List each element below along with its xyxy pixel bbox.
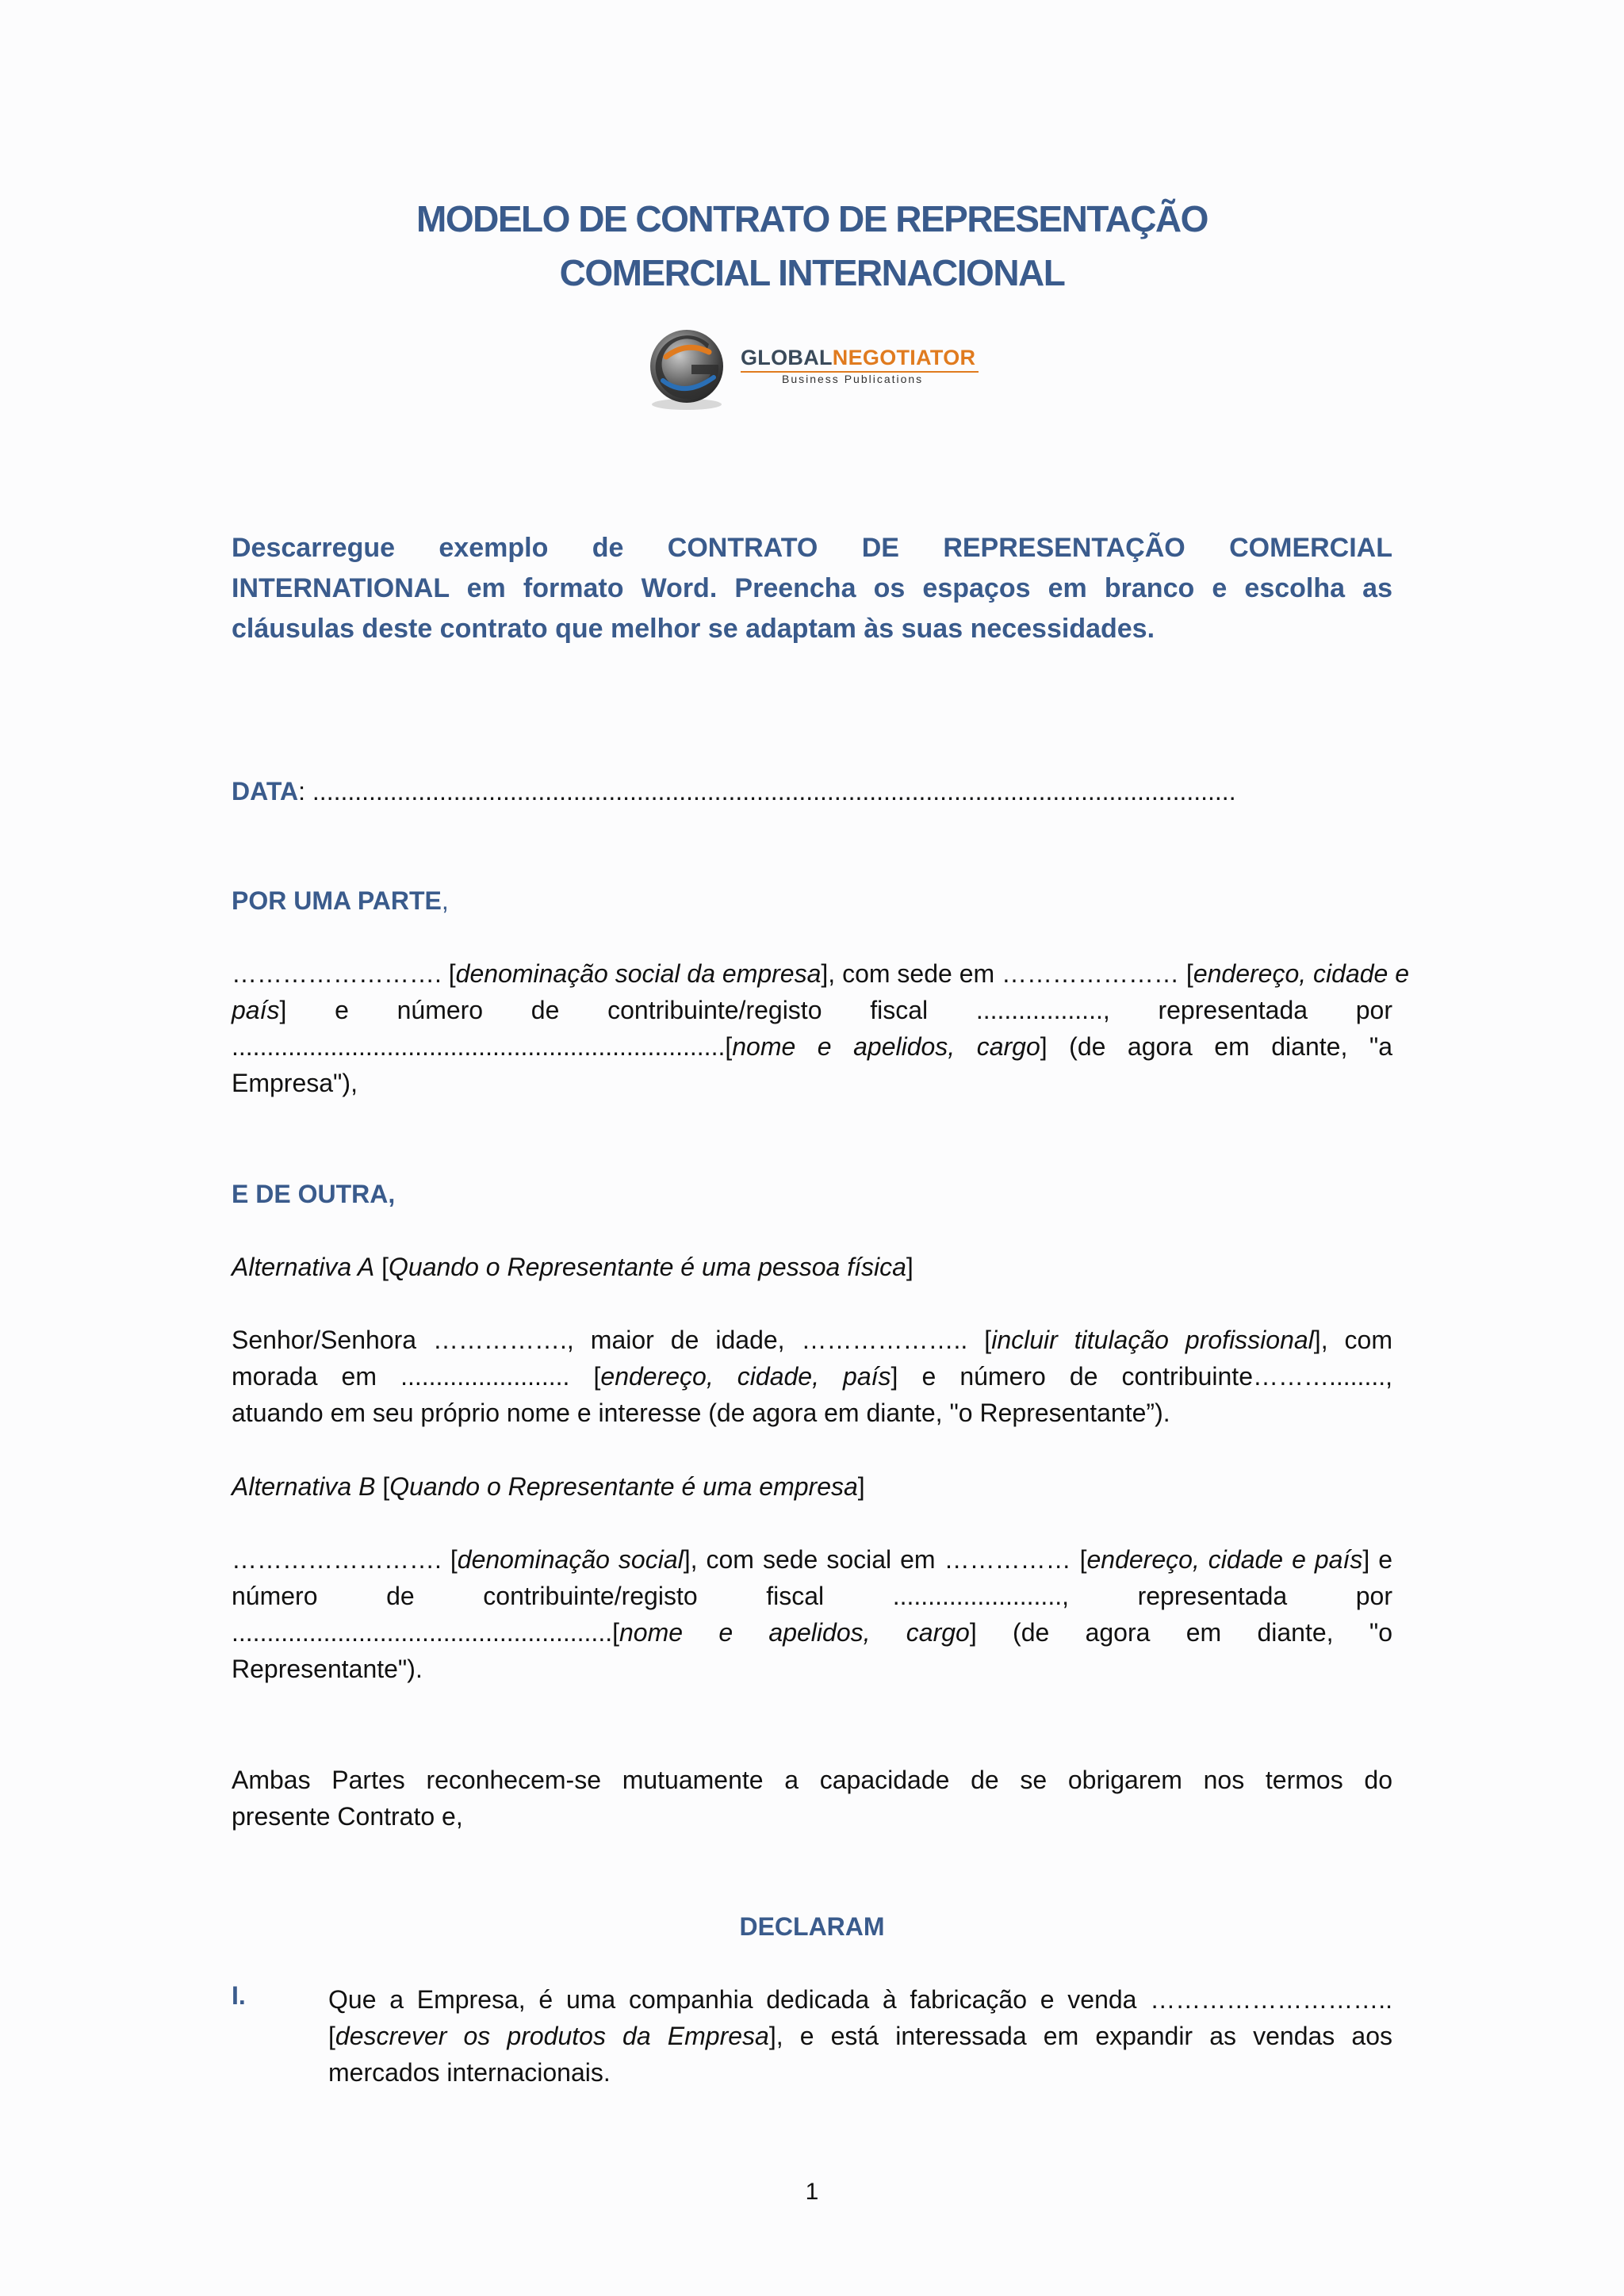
- party-one-line-4: Empresa"),: [232, 1069, 358, 1097]
- logo-brand-name: [741, 346, 975, 370]
- declaration-line-3: mercados internacionais.: [328, 2058, 611, 2087]
- declaration-item-body: [328, 1981, 1392, 2091]
- document-title-line-1: MODELO DE CONTRATO DE REPRESENTAÇÃO: [416, 198, 1208, 239]
- page-number: 1: [805, 2179, 819, 2205]
- party-two-heading-text: E DE OUTRA,: [232, 1180, 396, 1208]
- party-one-heading-text: POR UMA PARTE: [232, 886, 442, 915]
- alt-a-line-1: Senhor/Senhora ……………., maior de idade, ……………….. [incluir titulação profissional], com: [232, 1326, 1393, 1354]
- alt-b-line-4: Representante").: [232, 1655, 423, 1683]
- intro-line-2: INTERNATIONAL em formato Word. Preencha os espaços em branco e escolha as: [232, 573, 1392, 603]
- alternative-a-description: Quando o Representante é uma pessoa física: [389, 1253, 906, 1281]
- alt-b-line-1: ……………………. [denominação social], com sede social em …………… [endereço, cidade e país] e: [232, 1545, 1393, 1574]
- declaram-heading-text: DECLARAM: [739, 1912, 885, 1941]
- alternative-b-label: Alternativa B [Quando o Representante é uma empresa]: [232, 1472, 865, 1501]
- intro-line-3: cláusulas deste contrato que melhor se adaptam às suas necessidades.: [232, 614, 1155, 644]
- date-line: [232, 773, 1392, 809]
- date-label: DATA: [232, 777, 299, 806]
- party-one-line-3: ......................................................................[nome e apelidos, cargo] (de agora em diante, "a: [232, 1032, 1393, 1061]
- alt-a-line-3: atuando em seu próprio nome e interesse (de agora em diante, "o Representante”).: [232, 1399, 1170, 1427]
- alternative-a-paragraph: [232, 1322, 1392, 1431]
- alt-b-line-3: ......................................................[nome e apelidos, cargo] (de agora em diante, "o: [232, 1618, 1393, 1647]
- date-value: : ...................................................................................................................................: [298, 777, 1236, 806]
- party-one-heading: [232, 882, 1392, 919]
- party-one-paragraph: [232, 955, 1410, 1101]
- logo-brand-part-1: GLOBAL: [741, 346, 833, 369]
- declaration-line-2: [descrever os produtos da Empresa], e está interessada em expandir as vendas aos: [328, 2022, 1392, 2050]
- logo-subtitle: Business Publications: [782, 373, 924, 385]
- declaration-item-label: I.: [232, 1981, 246, 2010]
- intro-paragraph: [232, 528, 1392, 649]
- party-two-heading: [232, 1176, 1392, 1212]
- party-one-line-1: ……………………. [denominação social da empresa], com sede em ………………… [endereço, cidade e: [232, 959, 1410, 988]
- alternative-a-label: Alternativa A [Quando o Representante é uma pessoa física]: [232, 1253, 914, 1281]
- mutual-line-2: presente Contrato e,: [232, 1802, 463, 1831]
- intro-line-1: Descarregue exemplo de CONTRATO DE REPRESENTAÇÃO COMERCIAL: [232, 533, 1392, 563]
- mutual-line-1: Ambas Partes reconhecem-se mutuamente a capacidade de se obrigarem nos termos do: [232, 1766, 1392, 1794]
- alt-b-line-2: número de contribuinte/registo fiscal ........................, representada por: [232, 1582, 1392, 1610]
- alternative-b-paragraph: [232, 1541, 1392, 1687]
- globalnegotiator-logo: [642, 325, 983, 412]
- declaram-heading: [232, 1908, 1392, 1945]
- alternative-b-title: Alternativa B: [232, 1472, 376, 1501]
- mutual-capacity-paragraph: [232, 1762, 1392, 1835]
- party-one-line-2: país] e número de contribuinte/registo fiscal .................., representada por: [232, 996, 1392, 1024]
- alternative-b-description: Quando o Representante é uma empresa: [389, 1472, 858, 1501]
- party-one-heading-comma: ,: [441, 886, 449, 915]
- declaration-line-1: Que a Empresa, é uma companhia dedicada à fabricação e venda ………………………..: [328, 1985, 1392, 2014]
- document-title-line-2: COMERCIAL INTERNACIONAL: [559, 252, 1065, 293]
- alternative-a-title: Alternativa A: [232, 1253, 375, 1281]
- alt-a-line-2: morada em ........................ [endereço, cidade, país] e número de contribuinte………........,: [232, 1362, 1393, 1391]
- logo-brand-part-2: NEGOTIATOR: [832, 346, 976, 369]
- globe-g-icon: [642, 325, 731, 412]
